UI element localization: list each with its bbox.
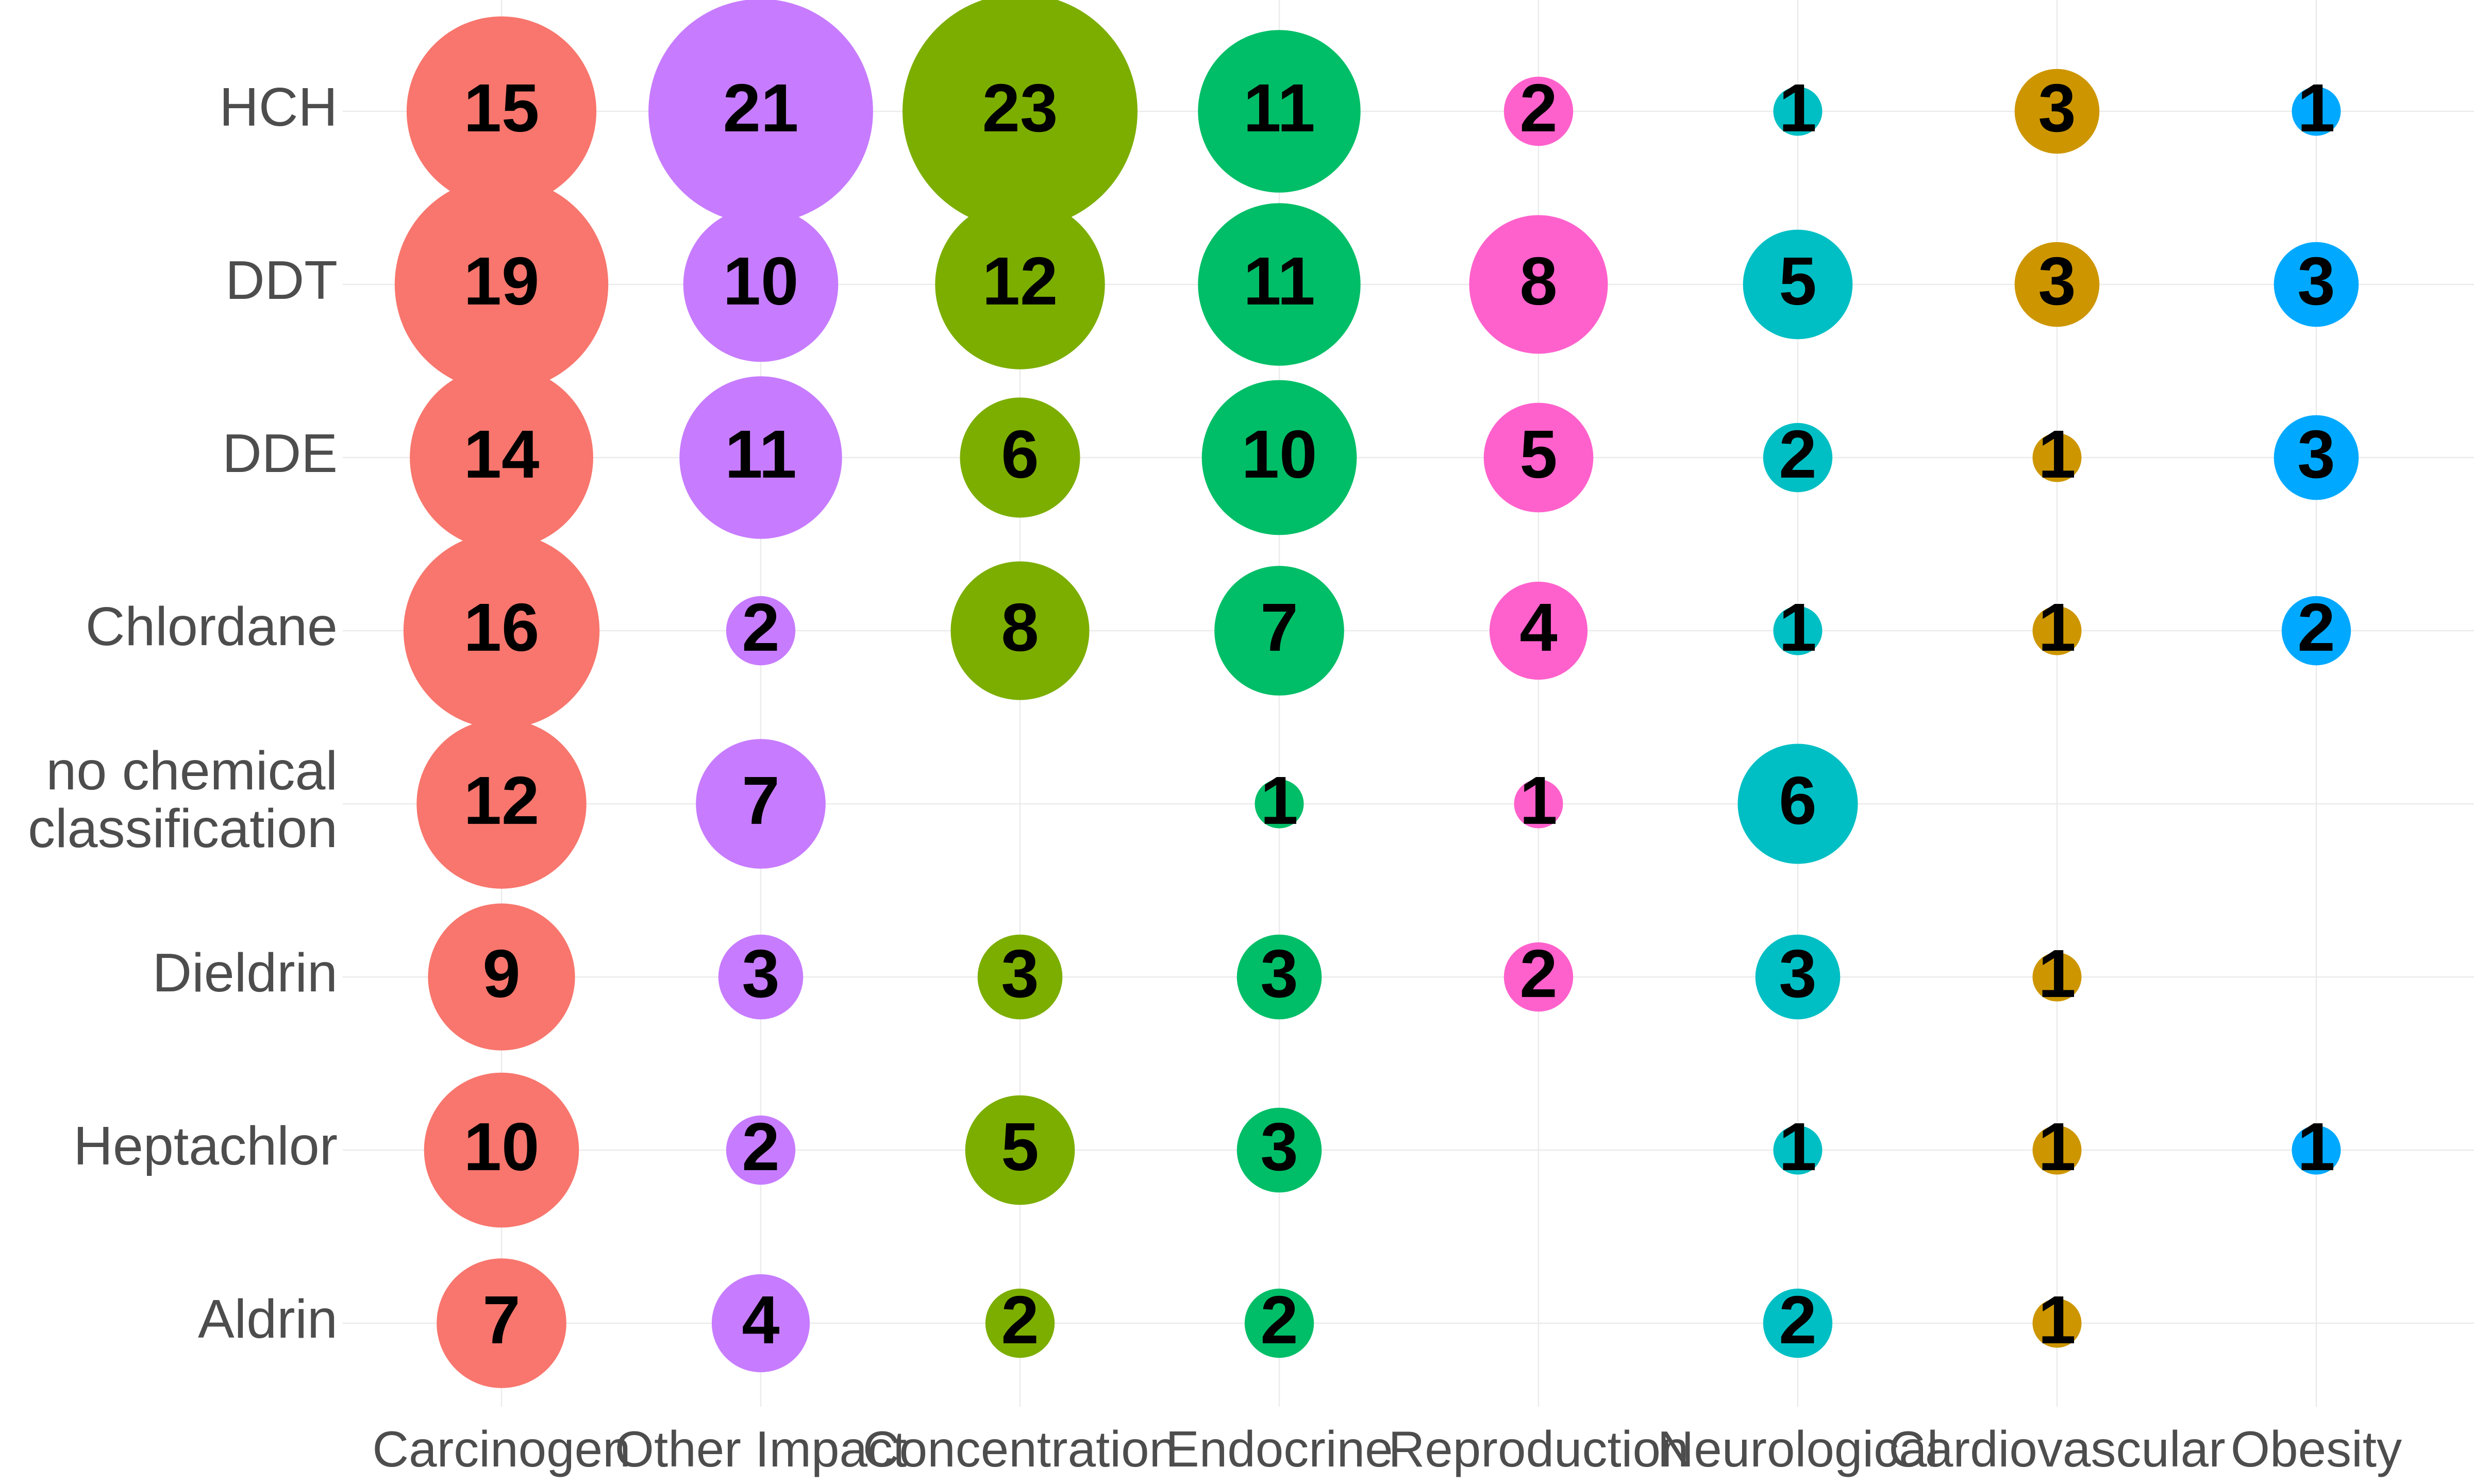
x-tick-label: Obesity: [2230, 1420, 2402, 1477]
data-label: 2: [1519, 70, 1558, 146]
y-tick-label-line: DDT: [225, 250, 338, 311]
data-label-layer: [464, 70, 2335, 1358]
grid-layer: [343, 0, 2474, 1407]
y-tick-label-line: Heptachlor: [73, 1116, 338, 1176]
y-tick-label-line: DDE: [222, 423, 338, 484]
data-label: 2: [1001, 1281, 1039, 1358]
data-label: 3: [1779, 935, 1817, 1011]
y-tick-label-line: Dieldrin: [152, 942, 338, 1003]
data-label: 5: [1001, 1108, 1039, 1185]
x-tick-label: Endocrine: [1165, 1420, 1393, 1477]
data-label: 4: [742, 1281, 780, 1358]
data-label: 3: [1001, 935, 1039, 1011]
data-label: 14: [463, 416, 540, 492]
y-tick-label-line: Chlordane: [85, 596, 338, 657]
data-label: 3: [2038, 243, 2076, 319]
data-label: 2: [1779, 416, 1817, 492]
x-tick-label: Cardiovascular: [1888, 1420, 2226, 1477]
data-label: 1: [2038, 1108, 2076, 1185]
data-label: 1: [1779, 1108, 1817, 1185]
y-tick-label: [28, 740, 338, 859]
data-label: 5: [1779, 243, 1817, 319]
data-label: 11: [1243, 70, 1315, 146]
data-label: 1: [1260, 762, 1298, 838]
data-label: 11: [1243, 243, 1315, 319]
y-tick-label: [225, 250, 338, 311]
y-tick-label: [86, 596, 338, 657]
data-label: 9: [482, 935, 521, 1011]
x-tick-label: Reproduction: [1388, 1420, 1689, 1477]
data-label: 7: [742, 762, 780, 838]
data-label: 12: [982, 243, 1058, 319]
data-label: 7: [482, 1281, 521, 1358]
x-tick-label: Neurological: [1657, 1420, 1938, 1477]
data-label: 6: [1001, 416, 1039, 492]
data-label: 3: [1260, 1108, 1298, 1185]
data-label: 1: [2038, 589, 2076, 665]
data-label: 10: [1241, 416, 1317, 492]
data-label: 3: [2297, 416, 2335, 492]
data-label: 1: [1779, 70, 1817, 146]
data-label: 2: [2297, 589, 2335, 665]
data-label: 2: [1519, 935, 1558, 1011]
data-label: 21: [723, 70, 799, 146]
data-label: 8: [1001, 589, 1039, 665]
data-label: 1: [2038, 935, 2076, 1011]
y-tick-label-line: no chemical: [46, 740, 338, 801]
data-label: 12: [463, 762, 540, 838]
data-label: 10: [463, 1108, 540, 1185]
data-label: 8: [1519, 243, 1558, 319]
data-label: 1: [2038, 1281, 2076, 1358]
data-label: 1: [2297, 70, 2335, 146]
y-tick-label: [219, 77, 338, 138]
y-tick-label: [153, 942, 338, 1003]
x-tick-label: Other Impact: [614, 1420, 907, 1477]
data-label: 1: [1779, 589, 1817, 665]
y-tick-label-line: HCH: [219, 77, 338, 138]
data-label: 1: [2038, 416, 2076, 492]
data-label: 3: [2297, 243, 2335, 319]
y-tick-label: [222, 423, 338, 484]
data-label: 10: [723, 243, 799, 319]
data-label: 4: [1519, 589, 1558, 665]
y-tick-label: [73, 1116, 338, 1176]
y-tick-label-line: Aldrin: [197, 1289, 338, 1350]
y-tick-label-line: classification: [28, 798, 338, 859]
data-label: 11: [725, 416, 797, 492]
x-tick-label: Carcinogen: [372, 1420, 631, 1477]
data-label: 2: [1779, 1281, 1817, 1358]
data-label: 7: [1260, 589, 1298, 665]
y-axis-labels: [28, 77, 338, 1350]
data-label: 23: [982, 70, 1058, 146]
data-label: 2: [1260, 1281, 1298, 1358]
data-label: 1: [1519, 762, 1558, 838]
data-label: 19: [463, 243, 540, 319]
data-label: 5: [1519, 416, 1558, 492]
data-label: 3: [1260, 935, 1298, 1011]
data-label: 2: [742, 589, 780, 665]
x-axis-labels: [372, 1421, 2402, 1477]
x-tick-label: Concentration: [862, 1420, 1178, 1477]
data-label: 2: [742, 1108, 780, 1185]
data-label: 3: [2038, 70, 2076, 146]
data-label: 16: [463, 589, 540, 665]
data-label: 3: [742, 935, 780, 1011]
y-tick-label: [198, 1289, 338, 1350]
data-label: 6: [1779, 762, 1817, 838]
data-label: 1: [2297, 1108, 2335, 1185]
data-label: 15: [463, 70, 540, 146]
